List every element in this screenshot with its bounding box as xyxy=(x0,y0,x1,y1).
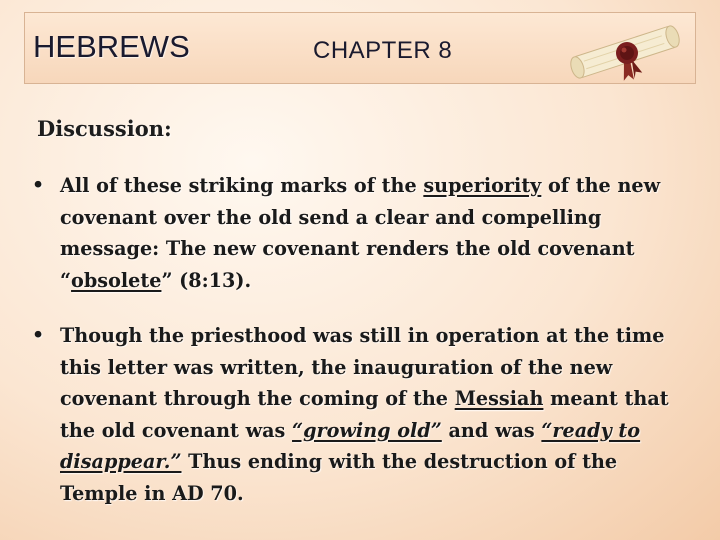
scroll-with-wax-seal-icon xyxy=(565,19,685,89)
bullet-item-1: • All of these striking marks of the superiority of the new covenant over the old send a clear and compelling message: The new covenant renders the old covenant “obsolete” (8:13). xyxy=(28,170,700,296)
messiah-emphasis: Messiah xyxy=(454,387,544,410)
book-title: HEBREWS xyxy=(33,29,190,64)
growing-old-emphasis: “growing old” xyxy=(292,418,442,442)
bullet-marker: • xyxy=(32,324,45,346)
discussion-heading: Discussion: xyxy=(37,116,172,141)
bullet-list xyxy=(28,170,700,509)
title-bar xyxy=(24,12,696,84)
superiority-emphasis: superiority xyxy=(423,174,542,197)
ready-to-disappear-emphasis: “ready to disappear.” xyxy=(60,418,641,473)
bullet-marker: • xyxy=(32,174,45,196)
bullet-item-2: • Though the priesthood was still in operation at the time this letter was written, the inauguration of the new covenant through the coming of the Messiah meant that the old covenant was “growing old” and was “ready to disappear.” Thus ending with the destruction of the Temple in AD 70. xyxy=(28,320,700,509)
obsolete-emphasis: obsolete xyxy=(71,268,162,292)
chapter-title: CHAPTER 8 xyxy=(313,37,453,64)
